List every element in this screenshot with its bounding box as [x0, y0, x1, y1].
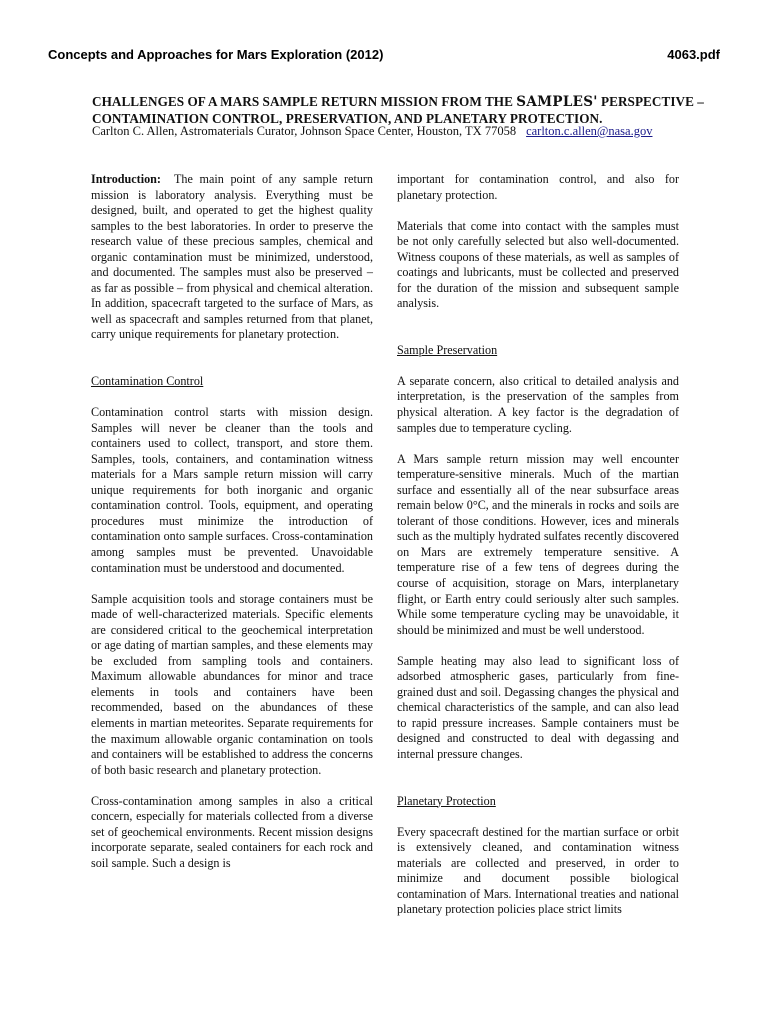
preservation-paragraph-1: A separate concern, also critical to detailed analysis and interpretation, is the preservation of the samples from physical alteration. A key factor is the degradation of samples due to temperature cycling. [397, 373, 679, 435]
intro-paragraph [91, 172, 373, 343]
preservation-paragraph-3: Sample heating may also lead to significant loss of adsorbed atmospheric gases, particularly from fine-grained dust and soil. Degassing changes the physical and chemical characteristics of the sample, and can also lead to rapid pressure increases. Sample containers must be designed and constructed to deal with degassing and internal pressure changes. [397, 653, 679, 761]
file-id: 4063.pdf [667, 47, 720, 62]
title-line-1-prefix: CHALLENGES OF A MARS SAMPLE RETURN MISSION FROM THE [92, 94, 517, 109]
contamination-paragraph-3: Cross-contamination among samples in also a critical concern, especially for materials collected from a diverse set of geochemical environments. Recent mission designs incorporate separate, sealed containers for each rock and soil sample. Such a design is [91, 793, 373, 870]
contamination-heading: Contamination Control [91, 374, 204, 389]
left-column [91, 172, 373, 871]
running-header [48, 47, 720, 62]
contamination-paragraph-1: Contamination control starts with mission design. Samples will never be cleaner than the tools and containers used to collect, transport, and store them. Samples, tools, containers, and contamination witness materials for a Mars sample return mission will carry unique requirements for both inorganic and organic contamination control. Tools, equipment, and operating procedures must minimize the introduction of contamination onto sample surfaces. Cross-contamination among samples must be prevented. Unavoidable contamination must be understood and documented. [91, 405, 373, 575]
title-samples-word: SAMPLES' [516, 94, 598, 110]
paper-title [92, 94, 708, 126]
contamination-paragraph-4: Materials that come into contact with the samples must be not only carefully selected but also well-documented. Witness coupons of these materials, as well as samples of coatings and lubricants, must be collected and preserved for the duration of the mission and subsequent sample analysis. [397, 218, 679, 311]
title-line-1 [92, 94, 708, 111]
intro-text: The main point of any sample return mission is laboratory analysis. Everything must be designed, built, and operated to get the highest quality samples to the best laboratories. In order to preserve the research value of these precious samples, chemical and organic contamination must be minimized, understood, and documented. The samples must also be preserved – as far as possible – from physical and chemical alteration. In addition, spacecraft targeted to the surface of Mars, as well as spacecraft and samples returned from that planet, carry unique requirements for planetary protection. [91, 172, 373, 342]
author-email-link[interactable]: carlton.c.allen@nasa.gov [526, 124, 653, 138]
author-affiliation: Carlton C. Allen, Astromaterials Curator, Johnson Space Center, Houston, TX 77058 [92, 124, 517, 138]
intro-label: Introduction: [91, 172, 161, 186]
contamination-paragraph-3-continued: important for contamination control, and also for planetary protection. [397, 172, 679, 202]
preservation-paragraph-2: A Mars sample return mission may well encounter temperature-sensitive minerals. Much of the martian surface and essentially all of the near subsurface areas remain below 0°C, and the minerals in rocks and soils are tolerant of those conditions. However, ices and minerals such as the multiply hydrated sulfates recently discovered on Mars are extremely temperature sensitive. A temperature rise of a few tens of degrees during the course of acquisition, storage on Mars, interplanetary flight, or Earth entry could seriously alter such samples. While some temperature cycling may be unavoidable, it should be minimized and must be well understood. [397, 451, 679, 637]
preservation-heading: Sample Preservation [397, 342, 498, 357]
title-line-1-suffix: PERSPECTIVE – [597, 94, 704, 109]
title-line-2: CONTAMINATION CONTROL, PRESERVATION, AND PLANETARY PROTECTION. [92, 110, 603, 126]
author-line [92, 124, 652, 139]
right-column [397, 172, 679, 918]
protection-paragraph-1: Every spacecraft destined for the martian surface or orbit is extensively cleaned, and contamination witness materials are collected and preserved, in order to minimize and document possible biological contamination of Mars. International treaties and national planetary protection policies place strict limits [397, 824, 679, 917]
protection-heading: Planetary Protection [397, 793, 496, 808]
contamination-paragraph-2: Sample acquisition tools and storage containers must be made of well-characterized materials. Specific elements are considered critical to the geochemical interpretation or age dating of martian samples, and these elements may be excluded from sampling tools and containers. Maximum allowable abundances for minor and trace elements in tools and containers have been recommended, based on the abundances of these elements in martian meteorites. Separate requirements for the maximum allowable organic contamination on tools and containers will be established to address the concerns of both basic research and planetary protection. [91, 591, 373, 777]
conference-name: Concepts and Approaches for Mars Exploration (2012) [48, 47, 384, 62]
